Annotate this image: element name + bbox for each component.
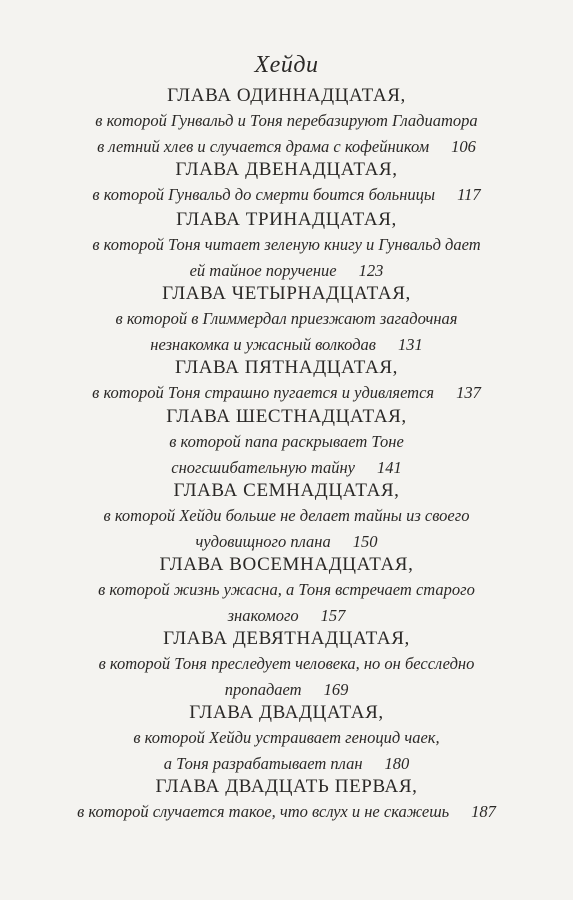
chapter-description-text: чудовищного плана bbox=[195, 532, 331, 551]
page-number: 150 bbox=[352, 532, 378, 551]
chapter-heading: ГЛАВА ПЯТНАДЦАТАЯ, bbox=[175, 357, 398, 378]
chapter-description bbox=[0, 579, 573, 601]
page-number: 106 bbox=[451, 137, 476, 156]
chapter-description-text: в которой Гунвальд до смерти боится больницы bbox=[92, 185, 436, 204]
chapter-heading: ГЛАВА ДВЕНАДЦАТАЯ, bbox=[175, 159, 398, 180]
chapter-heading: ГЛАВА ДЕВЯТНАДЦАТАЯ, bbox=[163, 628, 410, 649]
chapter-heading: ГЛАВА ЧЕТЫРНАДЦАТАЯ, bbox=[162, 283, 411, 304]
chapter-description bbox=[0, 110, 573, 132]
chapter-description bbox=[0, 505, 573, 527]
chapter-description bbox=[0, 653, 573, 675]
chapter-description-text: в которой случается такое, что вслух и не скажешь bbox=[77, 802, 450, 821]
chapter-heading: ГЛАВА ДВАДЦАТЬ ПЕРВАЯ, bbox=[155, 776, 418, 797]
chapter-description-text: пропадает bbox=[224, 680, 302, 699]
chapter-description-text: в которой в Глиммердал приезжают загадочная bbox=[115, 309, 458, 328]
page-number: 187 bbox=[471, 802, 496, 821]
chapter-heading: ГЛАВА ТРИНАДЦАТАЯ, bbox=[176, 209, 397, 230]
chapter-description bbox=[0, 260, 573, 282]
chapter-description-text: в которой Тоня страшно пугается и удивляется bbox=[92, 383, 435, 402]
chapter-description bbox=[0, 382, 573, 404]
chapter-description bbox=[0, 753, 573, 775]
chapter-description bbox=[0, 308, 573, 330]
chapter-description bbox=[0, 727, 573, 749]
chapter-description bbox=[0, 431, 573, 453]
chapter-description bbox=[0, 679, 573, 701]
chapter-heading: ГЛАВА ОДИННАДЦАТАЯ, bbox=[167, 85, 406, 106]
chapter-description bbox=[0, 801, 573, 823]
page-number: 131 bbox=[397, 335, 423, 354]
chapter-description-text: в которой Хейди устраивает геноцид чаек, bbox=[133, 728, 440, 747]
chapter-description bbox=[0, 531, 573, 553]
page-number: 123 bbox=[358, 261, 384, 280]
chapter-description bbox=[0, 605, 573, 627]
page-number: 180 bbox=[384, 754, 410, 773]
chapter-description-text: в которой Хейди больше не делает тайны из своего bbox=[103, 506, 470, 525]
chapter-heading: ГЛАВА ВОСЕМНАДЦАТАЯ, bbox=[159, 554, 414, 575]
chapter-heading: ГЛАВА СЕМНАДЦАТАЯ, bbox=[173, 480, 400, 501]
page-number: 141 bbox=[376, 458, 402, 477]
chapter-description bbox=[0, 184, 573, 206]
chapter-description-text: а Тоня разрабатывает план bbox=[163, 754, 363, 773]
chapter-description-text: сногсшибательную тайну bbox=[171, 458, 355, 477]
page-number: 169 bbox=[323, 680, 349, 699]
chapter-description-text: в которой Тоня читает зеленую книгу и Гунвальд дает bbox=[92, 235, 481, 254]
chapter-description bbox=[0, 234, 573, 256]
chapter-heading: ГЛАВА ШЕСТНАДЦАТАЯ, bbox=[166, 406, 407, 427]
chapter-description bbox=[0, 334, 573, 356]
chapter-description bbox=[0, 457, 573, 479]
chapter-description bbox=[0, 136, 573, 158]
chapter-heading: ГЛАВА ДВАДЦАТАЯ, bbox=[189, 702, 384, 723]
chapter-description-text: в которой папа раскрывает Тоне bbox=[169, 432, 404, 451]
chapter-description-text: незнакомка и ужасный волкодав bbox=[150, 335, 376, 354]
chapter-description-text: в летний хлев и случается драма с кофейником bbox=[97, 137, 430, 156]
chapter-description-text: знакомого bbox=[227, 606, 299, 625]
chapter-description-text: ей тайное поручение bbox=[189, 261, 337, 280]
section-title: Хейди bbox=[254, 52, 319, 78]
chapter-description-text: в которой Гунвальд и Тоня перебазируют Гладиатора bbox=[95, 111, 478, 130]
chapter-description-text: в которой Тоня преследует человека, но он бесследно bbox=[98, 654, 475, 673]
chapter-description-text: в которой жизнь ужасна, а Тоня встречает старого bbox=[98, 580, 475, 599]
page-number: 117 bbox=[457, 185, 481, 204]
page-number: 137 bbox=[456, 383, 481, 402]
page-number: 157 bbox=[320, 606, 346, 625]
